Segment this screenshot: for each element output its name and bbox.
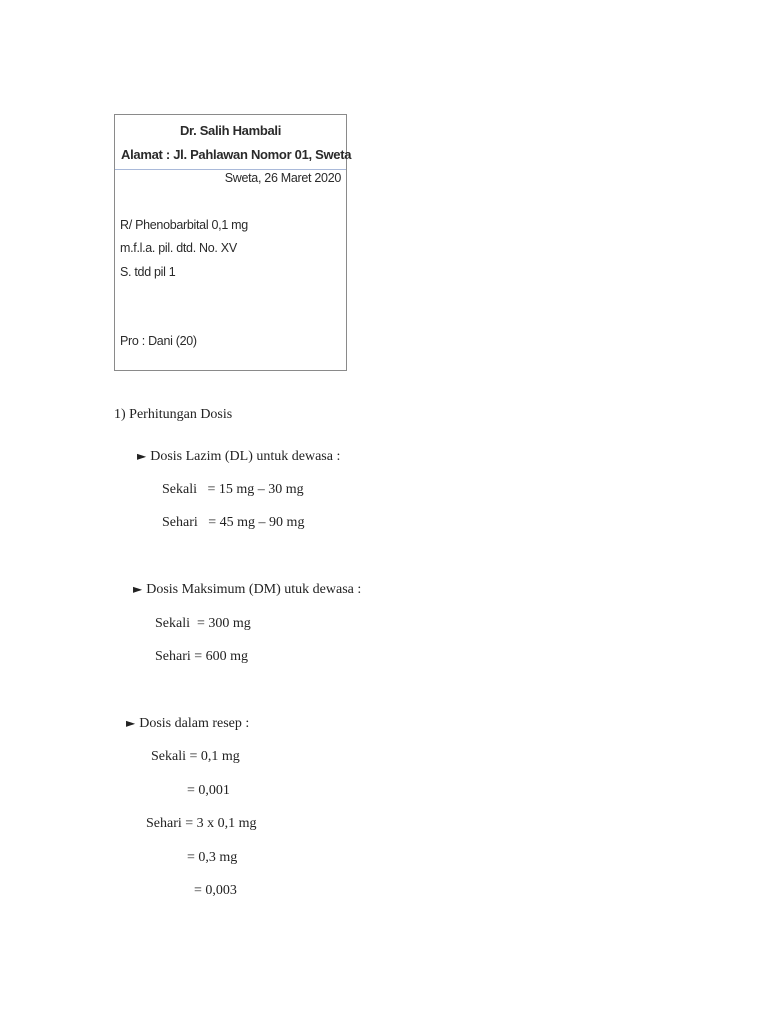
resep-heading: ► Dosis dalam resep :: [126, 714, 249, 733]
dm-sekali: Sekali = 300 mg: [155, 616, 251, 631]
resep-sekali: Sekali = 0,1 mg: [151, 749, 240, 764]
doctor-address: Alamat : Jl. Pahlawan Nomor 01, Sweta: [121, 147, 352, 162]
prescription-line: m.f.l.a. pil. dtd. No. XV: [120, 241, 237, 255]
dl-heading: ► Dosis Lazim (DL) untuk dewasa :: [137, 447, 340, 466]
prescription-line: S. tdd pil 1: [120, 265, 176, 279]
resep-sehari-result-2: = 0,003: [194, 883, 237, 898]
dm-sehari: Sehari = 600 mg: [155, 649, 249, 664]
dl-sehari: Sehari = 45 mg – 90 mg: [162, 515, 305, 530]
prescription-card: [114, 114, 352, 371]
prescription-line: R/ Phenobarbital 0,1 mg: [120, 218, 248, 232]
patient-line: Pro : Dani (20): [120, 334, 197, 348]
resep-sehari-result-1: = 0,3 mg: [187, 850, 238, 865]
dm-heading: ► Dosis Maksimum (DM) utuk dewasa :: [133, 580, 361, 599]
prescription-date: Sweta, 26 Maret 2020: [224, 171, 341, 185]
card-divider: [115, 169, 346, 170]
resep-sekali-result: = 0,001: [187, 783, 230, 798]
doctor-name: Dr. Salih Hambali: [179, 123, 282, 138]
section-heading: 1) Perhitungan Dosis: [114, 407, 233, 422]
dl-sekali: Sekali = 15 mg – 30 mg: [162, 482, 304, 497]
resep-sehari: Sehari = 3 x 0,1 mg: [146, 816, 257, 831]
